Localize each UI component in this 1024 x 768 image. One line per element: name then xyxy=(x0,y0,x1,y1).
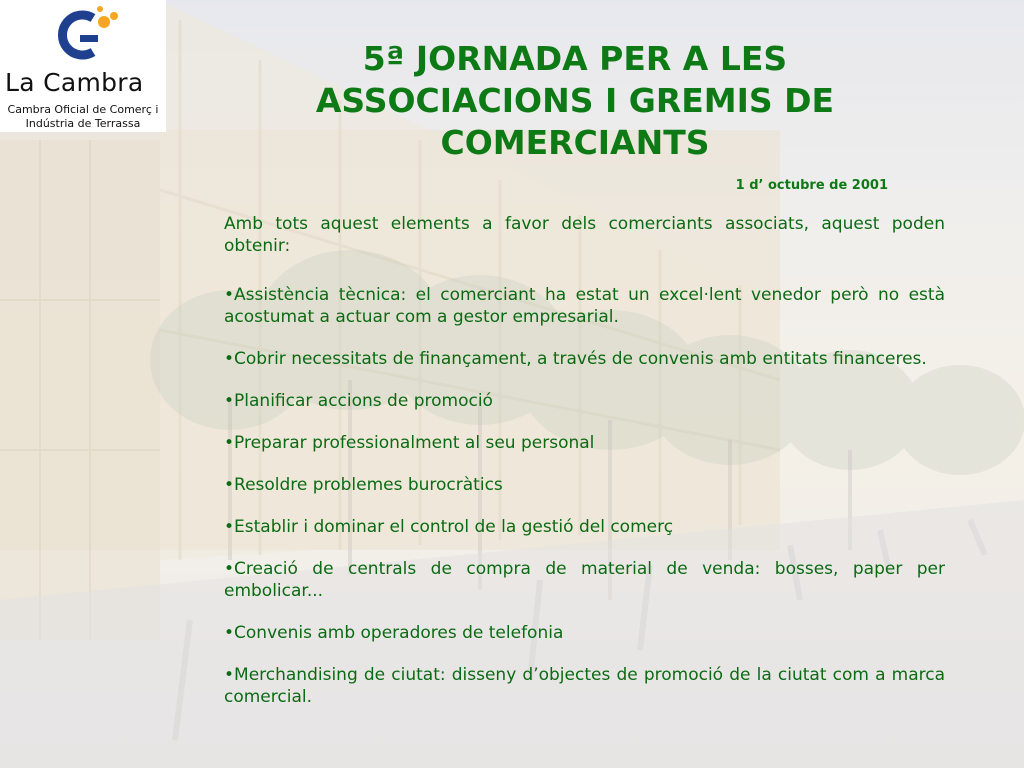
slide-body xyxy=(224,213,945,728)
bullet-item: •Establir i dominar el control de la gestió del comerç xyxy=(224,517,674,537)
bullet-item: •Planificar accions de promoció xyxy=(224,391,493,411)
logo-subtitle-line1: Cambra Oficial de Comerç i xyxy=(7,103,159,116)
bullet-item: •Convenis amb operadores de telefonia xyxy=(224,623,564,643)
logo xyxy=(0,0,166,132)
bullet-item: •Cobrir necessitats de finançament, a través de convenis amb entitats financeres. xyxy=(224,349,927,369)
slide-date: 1 d’ octubre de 2001 xyxy=(735,178,888,193)
bullet-item: •Merchandising de ciutat: disseny d’objectes de promoció de la ciutat com a marca comercial. xyxy=(224,665,945,707)
bullet-item: •Resoldre problemes burocràtics xyxy=(224,475,503,495)
logo-name: La Cambra xyxy=(5,68,144,97)
bullet-item: •Preparar professionalment al seu personal xyxy=(224,433,595,453)
bullet-item: •Creació de centrals de compra de material de venda: bosses, paper per embolicar... xyxy=(224,559,945,601)
cambra-logo-icon xyxy=(52,2,124,66)
slide-title: 5ª JORNADA PER A LES ASSOCIACIONS I GREMIS DE COMERCIANTS xyxy=(315,39,835,162)
intro-text: Amb tots aquest elements a favor dels comerciants associats, aquest poden obtenir: xyxy=(224,214,945,256)
bullet-item: •Assistència tècnica: el comerciant ha estat un excel·lent venedor però no està acostumat a actuar com a gestor empresarial. xyxy=(224,285,945,327)
logo-subtitle-line2: Indústria de Terrassa xyxy=(25,117,141,130)
